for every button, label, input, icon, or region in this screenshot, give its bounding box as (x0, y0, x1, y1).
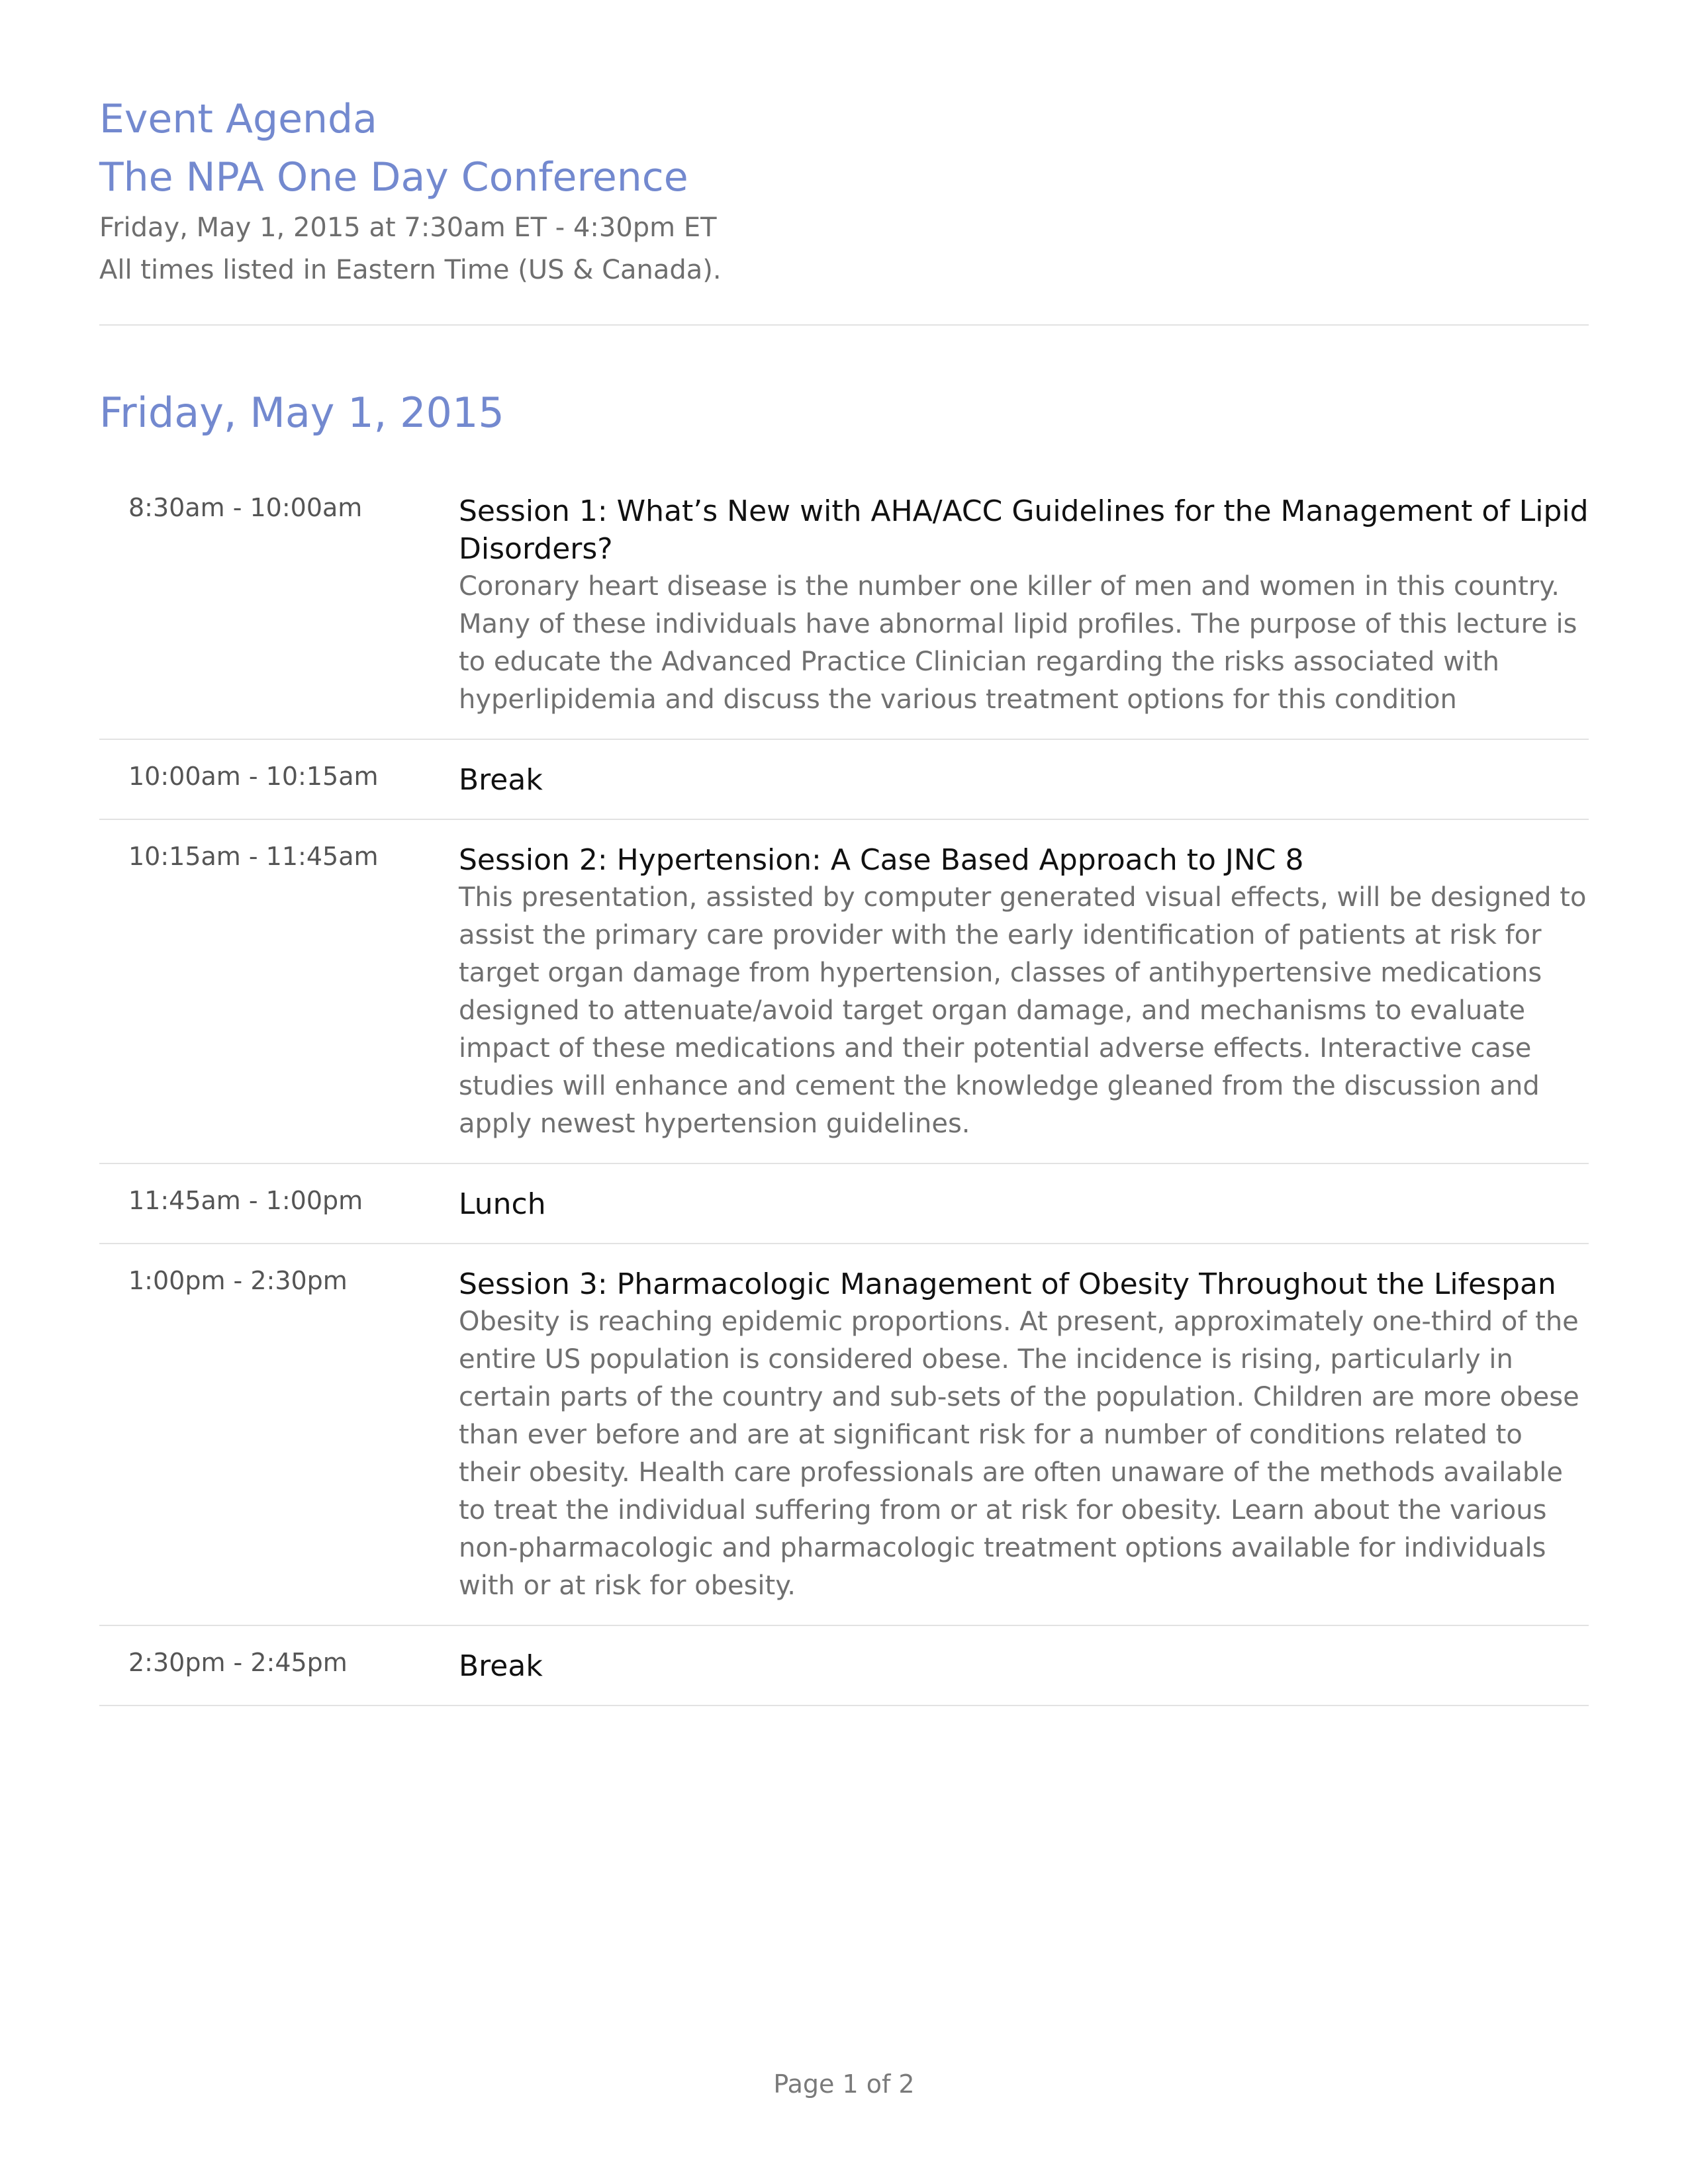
page-number: Page 1 of 2 (773, 2070, 915, 2099)
session-title: Lunch (459, 1187, 546, 1221)
session-time: 10:15am - 11:45am (128, 842, 379, 871)
session-content (459, 758, 1589, 799)
session-time: 11:45am - 1:00pm (128, 1186, 363, 1215)
session-time: 8:30am - 10:00am (128, 493, 363, 522)
session-title: Session 3: Pharmacologic Management of Obesity Throughout the Lifespan (459, 1267, 1556, 1301)
event-date-time: Friday, May 1, 2015 at 7:30am ET - 4:30pm ET (99, 212, 717, 243)
agenda-row-lunch (99, 1164, 1589, 1244)
session-time: 2:30pm - 2:45pm (128, 1648, 348, 1677)
event-name: The NPA One Day Conference (99, 154, 688, 201)
agenda-row-break-1 (99, 740, 1589, 820)
session-content (459, 490, 1589, 719)
session-time: 10:00am - 10:15am (128, 762, 379, 791)
agenda-header (99, 90, 1589, 326)
session-content (459, 1183, 1589, 1223)
agenda-row-session-1 (99, 471, 1589, 740)
session-content (459, 1645, 1589, 1685)
session-description: Coronary heart disease is the number one killer of men and women in this country. Many of these individuals have abnormal lipid profiles. The purpose of this lecture is to educate the Advanced Practice Clinician regarding the risks associated with hyperlipidemia and discuss the various treatment options for this condition (459, 571, 1577, 715)
day-heading: Friday, May 1, 2015 (99, 388, 504, 437)
session-title: Session 2: Hypertension: A Case Based Approach to JNC 8 (459, 843, 1304, 877)
session-time: 1:00pm - 2:30pm (128, 1266, 348, 1295)
session-title: Break (459, 1649, 543, 1683)
session-content (459, 839, 1589, 1143)
document-title: Event Agenda (99, 96, 377, 142)
session-content (459, 1263, 1589, 1605)
session-description: Obesity is reaching epidemic proportions. At present, approximately one-third of the entire US population is considered obese. The incidence is rising, particularly in certain parts of the country and sub-sets of the population. Children are more obese than ever before and are at significant risk for a number of conditions related to their obesity. Health care professionals are often unaware of the methods available to treat the individual suffering from or at risk for obesity. Learn about the various non-pharmacologic and pharmacologic treatment options available for individuals with or at risk for obesity. (459, 1306, 1579, 1601)
timezone-note: All times listed in Eastern Time (US & Canada). (99, 255, 722, 285)
agenda-page (99, 90, 1589, 1706)
agenda-list (99, 471, 1589, 1706)
agenda-row-break-2 (99, 1626, 1589, 1706)
agenda-row-session-3 (99, 1244, 1589, 1626)
agenda-row-session-2 (99, 820, 1589, 1164)
session-title: Session 1: What’s New with AHA/ACC Guidelines for the Management of Lipid Disorders? (459, 494, 1589, 566)
session-title: Break (459, 763, 543, 797)
session-description: This presentation, assisted by computer generated visual effects, will be designed to assist the primary care provider with the early identification of patients at risk for target organ damage from hypertension, classes of antihypertensive medications designed to attenuate/avoid target organ damage, and mechanisms to evaluate impact of these medications and their potential adverse effects. Interactive case studies will enhance and cement the knowledge gleaned from the discussion and apply newest hypertension guidelines. (459, 882, 1587, 1139)
